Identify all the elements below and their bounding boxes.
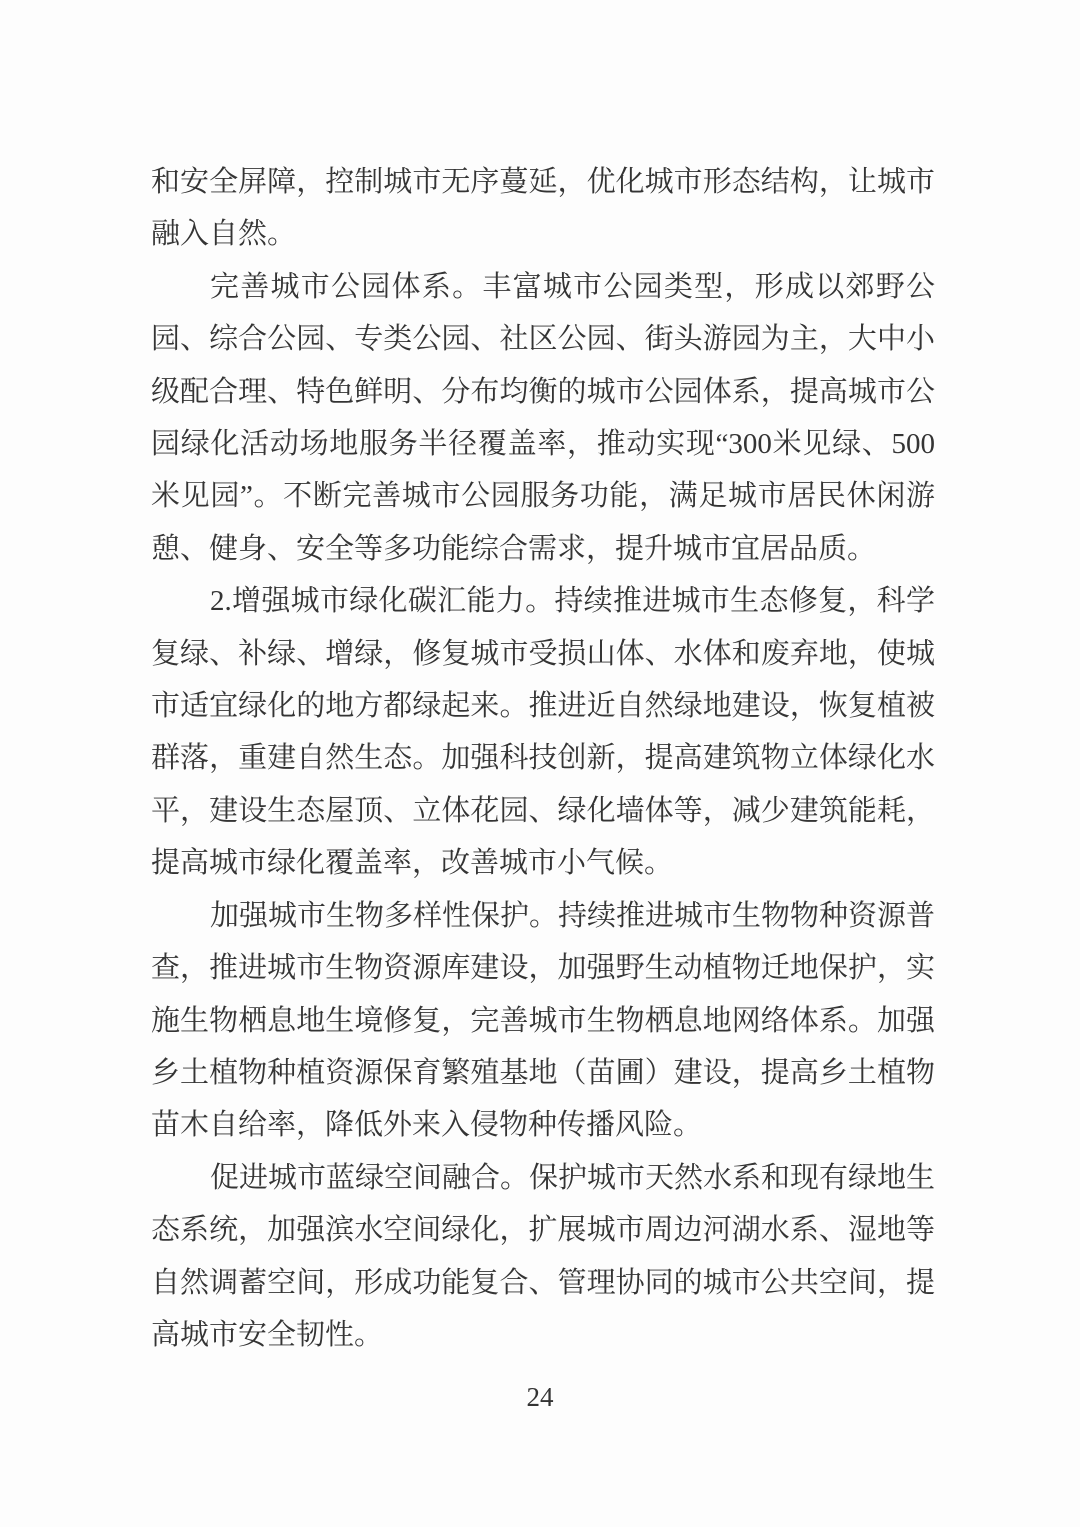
- paragraph: 2.增强城市绿化碳汇能力。持续推进城市生态修复，科学复绿、补绿、增绿，修复城市受损山体、水体和废弃地，使城市适宜绿化的地方都绿起来。推进近自然绿地建设，恢复植被群落，重建自然生态。加强科技创新，提高建筑物立体绿化水平，建设生态屋顶、立体花园、绿化墙体等，减少建筑能耗，提高城市绿化覆盖率，改善城市小气候。: [151, 585, 935, 880]
- paragraph: 加强城市生物多样性保护。持续推进城市生物物种资源普查，推进城市生物资源库建设，加强野生动植物迁地保护，实施生物栖息地生境修复，完善城市生物栖息地网络体系。加强乡土植物种植资源保育繁殖基地（苗圃）建设，提高乡土植物苗木自给率，降低外来入侵物种传播风险。: [151, 899, 936, 1142]
- page-number: 24: [526, 1382, 554, 1412]
- paragraph: 和安全屏障，控制城市无序蔓延，优化城市形态结构，让城市融入自然。: [151, 166, 935, 251]
- document-body: [151, 156, 935, 1361]
- paragraph: 完善城市公园体系。丰富城市公园类型，形成以郊野公园、综合公园、专类公园、社区公园、街头游园为主，大中小级配合理、特色鲜明、分布均衡的城市公园体系，提高城市公园绿化活动场地服务半径覆盖率，推动实现“300米见绿、500米见园”。不断完善城市公园服务功能，满足城市居民休闲游憩、健身、安全等多功能综合需求，提升城市宜居品质。: [151, 270, 935, 565]
- paragraph: 促进城市蓝绿空间融合。保护城市天然水系和现有绿地生态系统，加强滨水空间绿化，扩展城市周边河湖水系、湿地等自然调蓄空间，形成功能复合、管理协同的城市公共空间，提高城市安全韧性。: [151, 1161, 936, 1351]
